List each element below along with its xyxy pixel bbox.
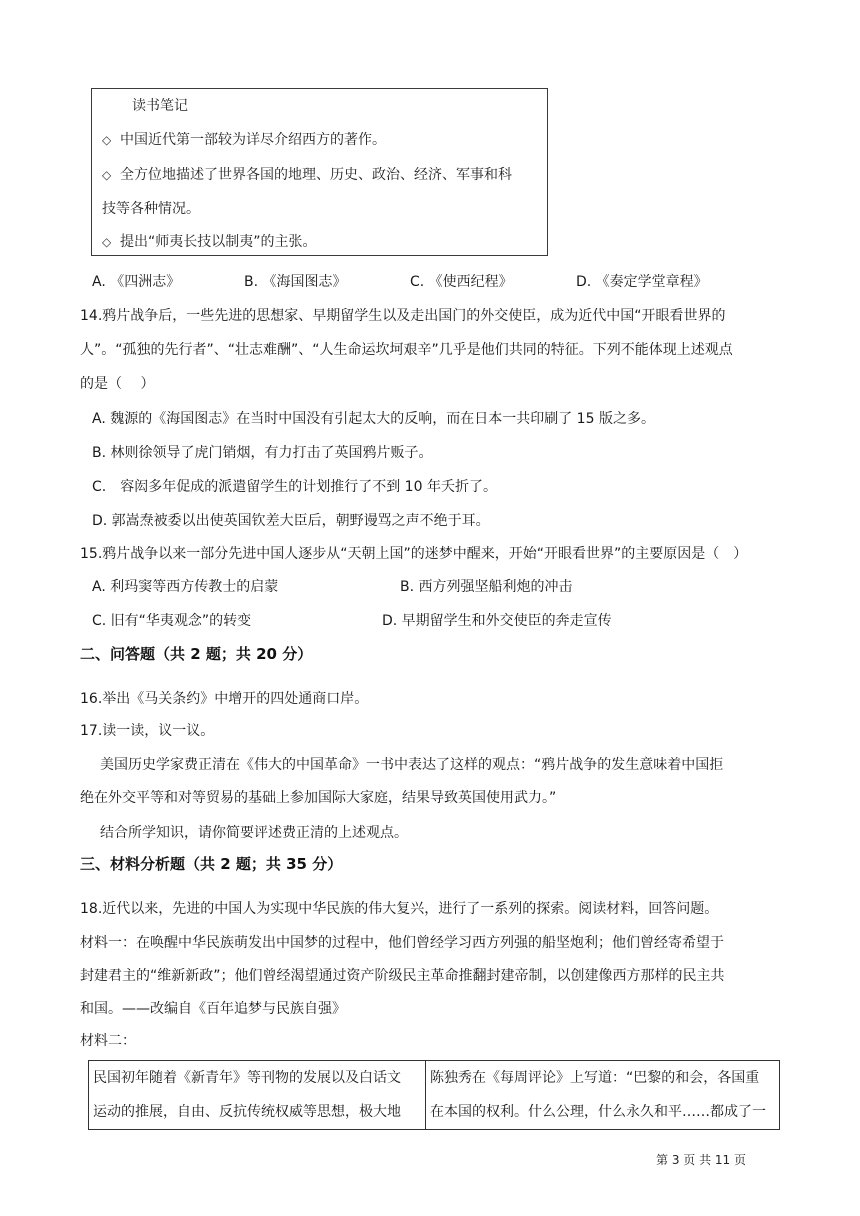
q13-option-c: C. 《使西纪程》 xyxy=(410,274,513,290)
section-heading-material-analysis: 三、材料分析题（共 2 题；共 35 分） xyxy=(80,855,343,873)
q17-title: 17.读一读，议一议。 xyxy=(80,723,215,739)
table-right-cell-line: 在本国的权利。什么公理，什么永久和平……都成了一 xyxy=(430,1104,766,1120)
q15-stem: 15.鸦片战争以来一部分先进中国人逐步从“天朝上国”的迷梦中醒来，开始“开眼看世界”的主要原因是（ ） xyxy=(80,546,748,562)
q17-passage-line: 绝在外交平等和对等贸易的基础上参加国际大家庭，结果导致英国使用武力。” xyxy=(80,790,557,806)
q14-stem-line: 人”。“孤独的先行者”、“壮志难酬”、“人生命运坎坷艰辛”几乎是他们共同的特征。下列不能体现上述观点 xyxy=(80,342,733,358)
q15-option-a: A. 利玛窦等西方传教士的启蒙 xyxy=(92,579,279,595)
q14-option-a: A. 魏源的《海国图志》在当时中国没有引起太大的反响，而在日本一共印刷了 15 版之多。 xyxy=(92,411,655,427)
notes-item-continuation: 技等各种情况。 xyxy=(102,201,200,217)
q14-option-c: C. 容闳多年促成的派遣留学生的计划推行了不到 10 年夭折了。 xyxy=(92,479,497,495)
notes-item: ◇ 全方位地描述了世界各国的地理、历史、政治、经济、军事和科 xyxy=(102,167,512,183)
table-left-cell-line: 运动的推展，自由、反抗传统权威等思想，极大地 xyxy=(93,1104,401,1120)
material2-table xyxy=(88,1060,780,1130)
diamond-bullet-icon: ◇ xyxy=(102,235,112,249)
q18-material1-line: 封建君主的“维新新政”；他们曾经渴望通过资产阶级民主革命推翻封建帝制，以创建像西方那样的民主共 xyxy=(80,968,725,984)
page-footer: 第 3 页 共 11 页 xyxy=(656,1153,746,1167)
q18-intro: 18.近代以来，先进的中国人为实现中华民族的伟大复兴，进行了一系列的探索。阅读材料，回答问题。 xyxy=(80,901,719,917)
q13-option-d: D. 《奏定学堂章程》 xyxy=(576,274,708,290)
notes-item: ◇ 中国近代第一部较为详尽介绍西方的著作。 xyxy=(102,132,386,148)
q14-stem-line: 14.鸦片战争后，一些先进的思想家、早期留学生以及走出国门的外交使臣，成为近代中国“开眼看世界的 xyxy=(80,308,726,324)
table-left-cell-line: 民国初年随着《新青年》等刊物的发展以及白话文 xyxy=(93,1070,401,1086)
table-divider xyxy=(425,1061,426,1129)
q18-material1-line: 和国。——改编自《百年追梦与民族自强》 xyxy=(80,1001,346,1017)
diamond-bullet-icon: ◇ xyxy=(102,168,112,182)
q15-option-d: D. 早期留学生和外交使臣的奔走宣传 xyxy=(382,613,612,629)
notes-item: ◇ 提出“师夷长技以制夷”的主张。 xyxy=(102,234,317,250)
table-right-cell-line: 陈独秀在《每周评论》上写道：“巴黎的和会，各国重 xyxy=(430,1070,760,1086)
q13-option-a: A. 《四洲志》 xyxy=(92,274,181,290)
q15-option-b: B. 西方列强坚船利炮的冲击 xyxy=(400,579,573,595)
q18-material1-line: 材料一：在唤醒中华民族萌发出中国梦的过程中，他们曾经学习西方列强的船坚炮利；他们曾经寄希望于 xyxy=(80,935,724,951)
q13-option-b: B. 《海国图志》 xyxy=(244,274,347,290)
q18-material2-label: 材料二： xyxy=(80,1033,136,1049)
notes-title: 读书笔记 xyxy=(132,98,188,114)
q16-stem: 16.举出《马关条约》中增开的四处通商口岸。 xyxy=(80,691,369,707)
q15-option-c: C. 旧有“华夷观念”的转变 xyxy=(92,613,252,629)
diamond-bullet-icon: ◇ xyxy=(102,133,112,147)
q17-passage-line: 美国历史学家费正清在《伟大的中国革命》一书中表达了这样的观点：“鸦片战争的发生意味着中国拒 xyxy=(100,757,724,773)
q14-option-d: D. 郭嵩焘被委以出使英国钦差大臣后，朝野谩骂之声不绝于耳。 xyxy=(92,513,490,529)
section-heading-short-answer: 二、问答题（共 2 题；共 20 分） xyxy=(80,645,313,663)
q14-option-b: B. 林则徐领导了虎门销烟，有力打击了英国鸦片贩子。 xyxy=(92,445,433,461)
reading-notes-box xyxy=(91,88,548,256)
q17-prompt: 结合所学知识，请你简要评述费正清的上述观点。 xyxy=(100,825,408,841)
q14-stem-line: 的是（ ） xyxy=(80,376,155,392)
